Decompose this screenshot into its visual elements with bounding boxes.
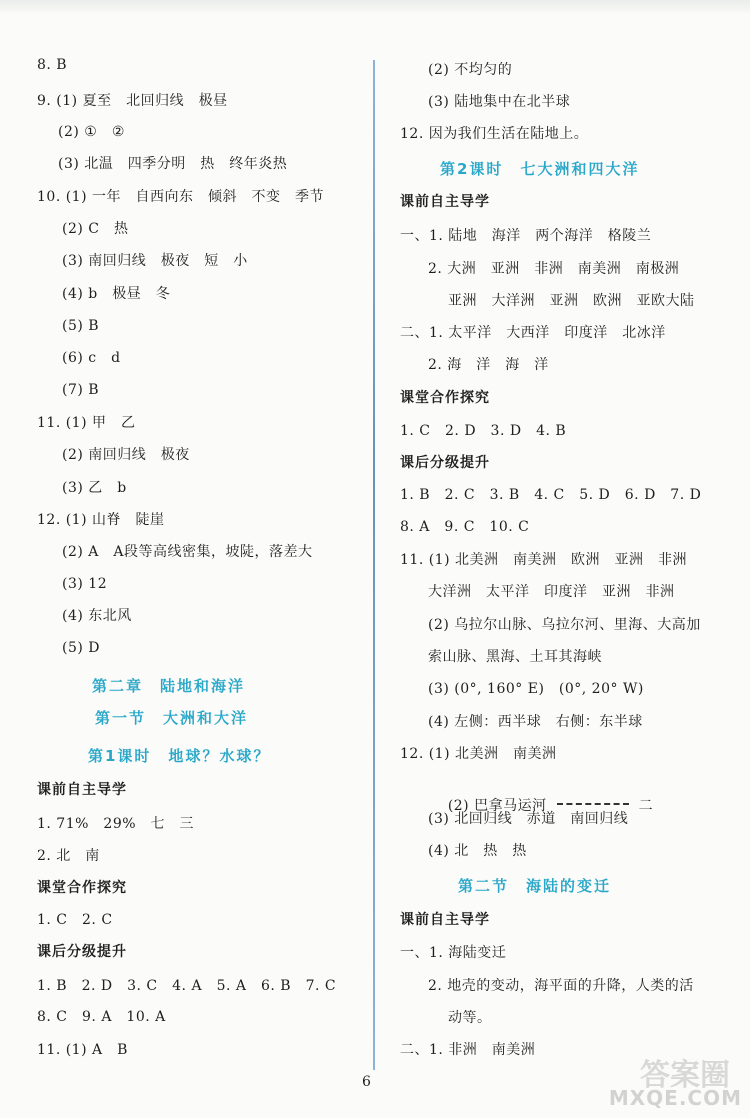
answer-line: 1. B 2. C 3. B 4. C 5. D 6. D 7. D [400, 487, 702, 503]
answer-text: (2) 巴拿马运河 [447, 798, 547, 814]
answer-line: (3) 北回归线 赤道 南回归线 [428, 811, 629, 827]
answer-line: (5) B [62, 318, 100, 334]
answer-line: 1. 71% 29% 七 三 [37, 816, 195, 832]
answer-line: (4) 北 热 热 [428, 843, 527, 859]
section-heading: 课后分级提升 [400, 455, 490, 471]
lesson-title: 第2课时 七大洲和四大洋 [440, 160, 640, 178]
column-divider [373, 60, 375, 1070]
watermark-logo: 答案圈 [640, 1058, 730, 1093]
watermark-url: MXQE.COM [608, 1086, 742, 1110]
answer-line: 11. (1) 北美洲 南美洲 欧洲 亚洲 非洲 [400, 552, 687, 568]
section-heading: 课前自主导学 [400, 194, 490, 210]
answer-line: (7) B [62, 382, 100, 398]
answer-line: 大洋洲 太平洋 印度洋 亚洲 非洲 [428, 584, 675, 600]
answer-line: 12. (1) 山脊 陡崖 [37, 512, 165, 528]
answer-line: 11. (1) 甲 乙 [37, 415, 136, 431]
answer-line: 2. 地壳的变动，海平面的升降，人类的活 [428, 978, 694, 994]
answer-line: 2. 大洲 亚洲 非洲 南美洲 南极洲 [428, 261, 680, 277]
answer-line: 11. (1) A B [37, 1042, 128, 1058]
answer-line: 二、1. 非洲 南美洲 [400, 1042, 536, 1058]
answer-line: (2) 不均匀的 [428, 62, 513, 78]
page-number: 6 [362, 1074, 371, 1090]
answer-line: 亚洲 大洋洲 亚洲 欧洲 亚欧大陆 [448, 293, 695, 309]
section-heading: 课后分级提升 [37, 944, 127, 960]
answer-line: 2. 海 洋 海 洋 [428, 357, 549, 373]
section-heading: 课前自主导学 [37, 782, 127, 798]
answer-line: 动等。 [448, 1010, 492, 1026]
answer-line: 1. C 2. D 3. D 4. B [400, 423, 567, 439]
section-heading: 课堂合作探究 [400, 390, 490, 406]
dashed-underline [557, 803, 629, 805]
section-title: 第一节 大洲和大洋 [95, 709, 249, 727]
answer-line: 12. 因为我们生活在陆地上。 [400, 126, 589, 142]
answer-line: (3) (0°, 160° E) (0°, 20° W) [428, 681, 644, 697]
answer-line: 12. (1) 北美洲 南美洲 [400, 746, 557, 762]
section-heading: 课堂合作探究 [37, 880, 127, 896]
answer-line: 1. C 2. C [37, 912, 113, 928]
answer-line: (2) 南回归线 极夜 [62, 447, 190, 463]
section-title: 第二节 海陆的变迁 [458, 877, 612, 895]
answer-line: (2) 乌拉尔山脉、乌拉尔河、里海、大高加 [428, 617, 701, 633]
watermark [602, 1050, 742, 1110]
section-heading: 课前自主导学 [400, 912, 490, 928]
answer-line: 二、1. 太平洋 大西洋 印度洋 北冰洋 [400, 325, 666, 341]
answer-line: 8. A 9. C 10. C [400, 519, 530, 535]
answer-line: 10. (1) 一年 自西向东 倾斜 不变 季节 [37, 189, 324, 205]
answer-line: 1. B 2. D 3. C 4. A 5. A 6. B 7. C [37, 978, 337, 994]
answer-line: (3) 陆地集中在北半球 [428, 94, 571, 110]
answer-line: 8. B [37, 57, 68, 73]
answer-line: (2) ① ② [58, 124, 125, 140]
page-top-band [0, 0, 750, 14]
lesson-title: 第1课时 地球？水球？ [88, 747, 271, 765]
answer-line: (4) b 极昼 冬 [62, 286, 171, 302]
answer-line: 一、1. 陆地 海洋 两个海洋 格陵兰 [400, 228, 652, 244]
answer-line: (3) 12 [62, 576, 108, 592]
answer-line: 2. 北 南 [37, 848, 100, 864]
answer-line: (3) 南回归线 极夜 短 小 [62, 253, 248, 269]
answer-line: 索山脉、黑海、土耳其海峡 [428, 649, 602, 665]
answer-text: 二 [638, 798, 654, 814]
answer-line: (4) 东北风 [62, 608, 132, 624]
answer-line: 8. C 9. A 10. A [37, 1009, 166, 1025]
answer-line: (6) c d [62, 350, 121, 366]
answer-line: (2) C 热 [62, 221, 129, 237]
answer-line: 一、1. 海陆变迁 [400, 945, 507, 961]
answer-line: 9. (1) 夏至 北回归线 极昼 [37, 93, 228, 109]
answer-line: (3) 乙 b [62, 480, 127, 496]
chapter-title: 第二章 陆地和海洋 [92, 677, 246, 695]
answer-line: (2) A A段等高线密集，坡陡，落差大 [62, 544, 313, 560]
answer-line: (4) 左侧：西半球 右侧：东半球 [428, 714, 643, 730]
answer-line: (3) 北温 四季分明 热 终年炎热 [58, 156, 288, 172]
answer-line: (5) D [62, 640, 101, 656]
